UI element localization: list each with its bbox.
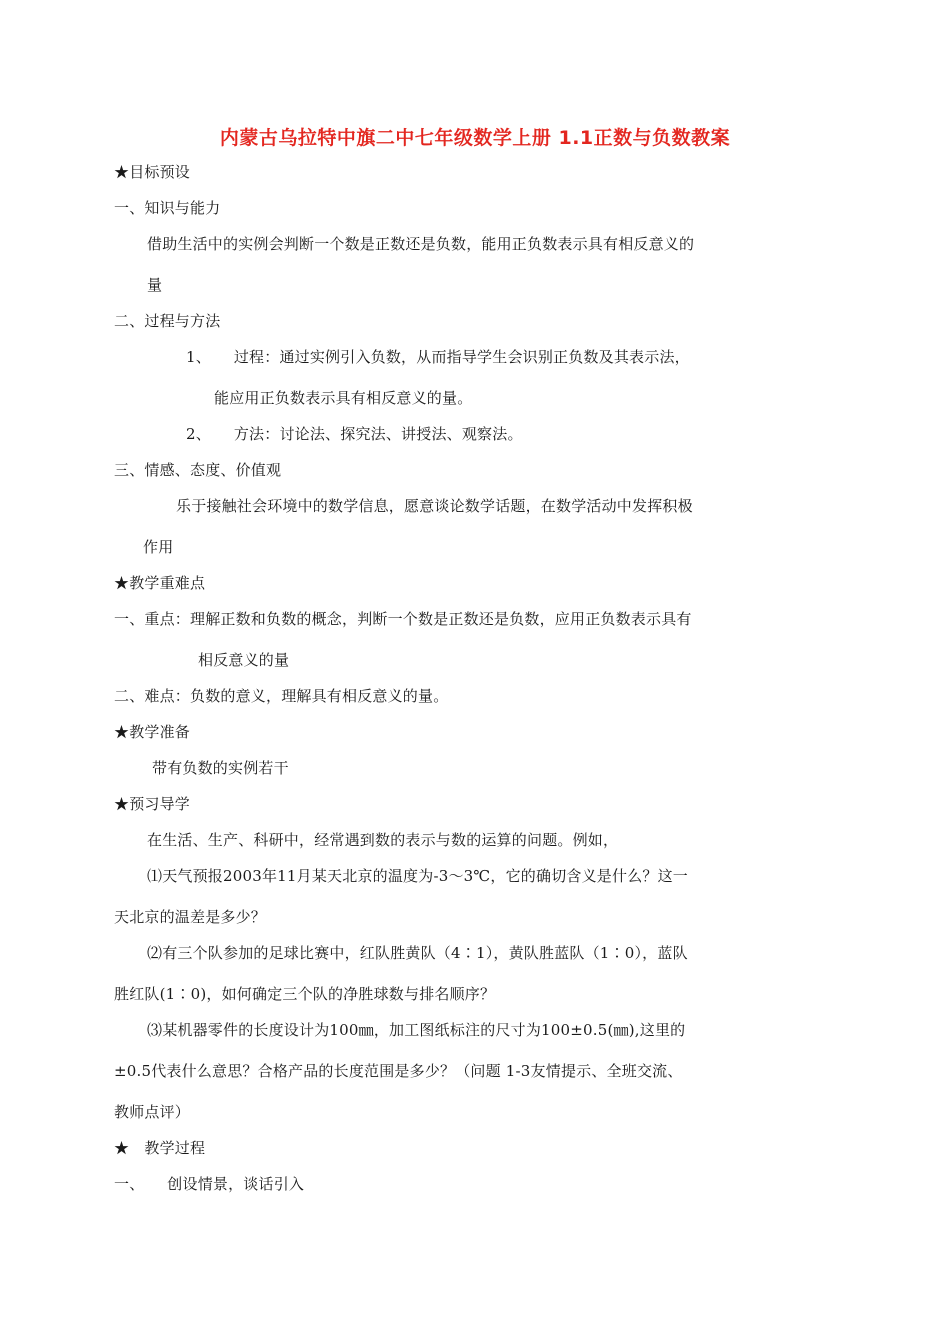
paragraph-process-1-cont: 能应用正负数表示具有相反意义的量。 — [214, 389, 473, 407]
paragraph-process-1: 1、 过程：通过实例引入负数，从而指导学生会识别正负数及其表示法， — [186, 348, 690, 366]
question-3-cont-2: 教师点评） — [114, 1103, 191, 1121]
question-3-cont: ±0.5代表什么意思？合格产品的长度范围是多少？（问题 1-3友情提示、全班交流、 — [114, 1062, 683, 1080]
question-1-cont: 天北京的温差是多少？ — [114, 908, 267, 926]
heading-teaching-process: ★ 教学过程 — [114, 1139, 206, 1157]
paragraph-key-point: 一、重点：理解正数和负数的概念，判断一个数是正数还是负数，应用正负数表示具有 — [114, 610, 692, 628]
paragraph-preparation: 带有负数的实例若干 — [152, 759, 289, 777]
paragraph-knowledge: 借助生活中的实例会判断一个数是正数还是负数，能用正负数表示具有相反意义的 — [147, 235, 695, 253]
question-1: ⑴天气预报2003年11月某天北京的温度为-3～3℃，它的确切含义是什么？这一 — [147, 867, 688, 885]
question-2-cont: 胜红队(1∶0)，如何确定三个队的净胜球数与排名顺序？ — [114, 985, 496, 1003]
question-2: ⑵有三个队参加的足球比赛中，红队胜黄队（4∶1），黄队胜蓝队（1∶0），蓝队 — [147, 944, 688, 962]
document-title: 内蒙古乌拉特中旗二中七年级数学上册 1.1正数与负数教案 — [219, 127, 731, 149]
paragraph-process-2: 2、 方法：讨论法、探究法、讲授法、观察法。 — [186, 425, 523, 443]
heading-process: 二、过程与方法 — [114, 312, 221, 330]
question-3: ⑶某机器零件的长度设计为100㎜，加工图纸标注的尺寸为100±0.5(㎜),这里的 — [147, 1021, 686, 1039]
paragraph-difficulty: 二、难点：负数的意义，理解具有相反意义的量。 — [114, 687, 449, 705]
section-1-heading: 一、 创设情景，谈话引入 — [114, 1175, 305, 1193]
heading-key-points: ★教学重难点 — [114, 574, 206, 592]
paragraph-key-point-cont: 相反意义的量 — [198, 651, 290, 669]
paragraph-preview-intro: 在生活、生产、科研中，经常遇到数的表示与数的运算的问题。例如， — [147, 831, 619, 849]
paragraph-knowledge-cont: 量 — [147, 276, 163, 294]
heading-preview: ★预习导学 — [114, 795, 191, 813]
heading-knowledge: 一、知识与能力 — [114, 199, 221, 217]
heading-goals: ★目标预设 — [114, 163, 191, 181]
paragraph-attitude-cont: 作用 — [143, 538, 174, 556]
heading-preparation: ★教学准备 — [114, 723, 191, 741]
paragraph-attitude: 乐于接触社会环境中的数学信息，愿意谈论数学话题，在数学活动中发挥积极 — [176, 497, 693, 515]
heading-attitude: 三、情感、态度、价值观 — [114, 461, 282, 479]
